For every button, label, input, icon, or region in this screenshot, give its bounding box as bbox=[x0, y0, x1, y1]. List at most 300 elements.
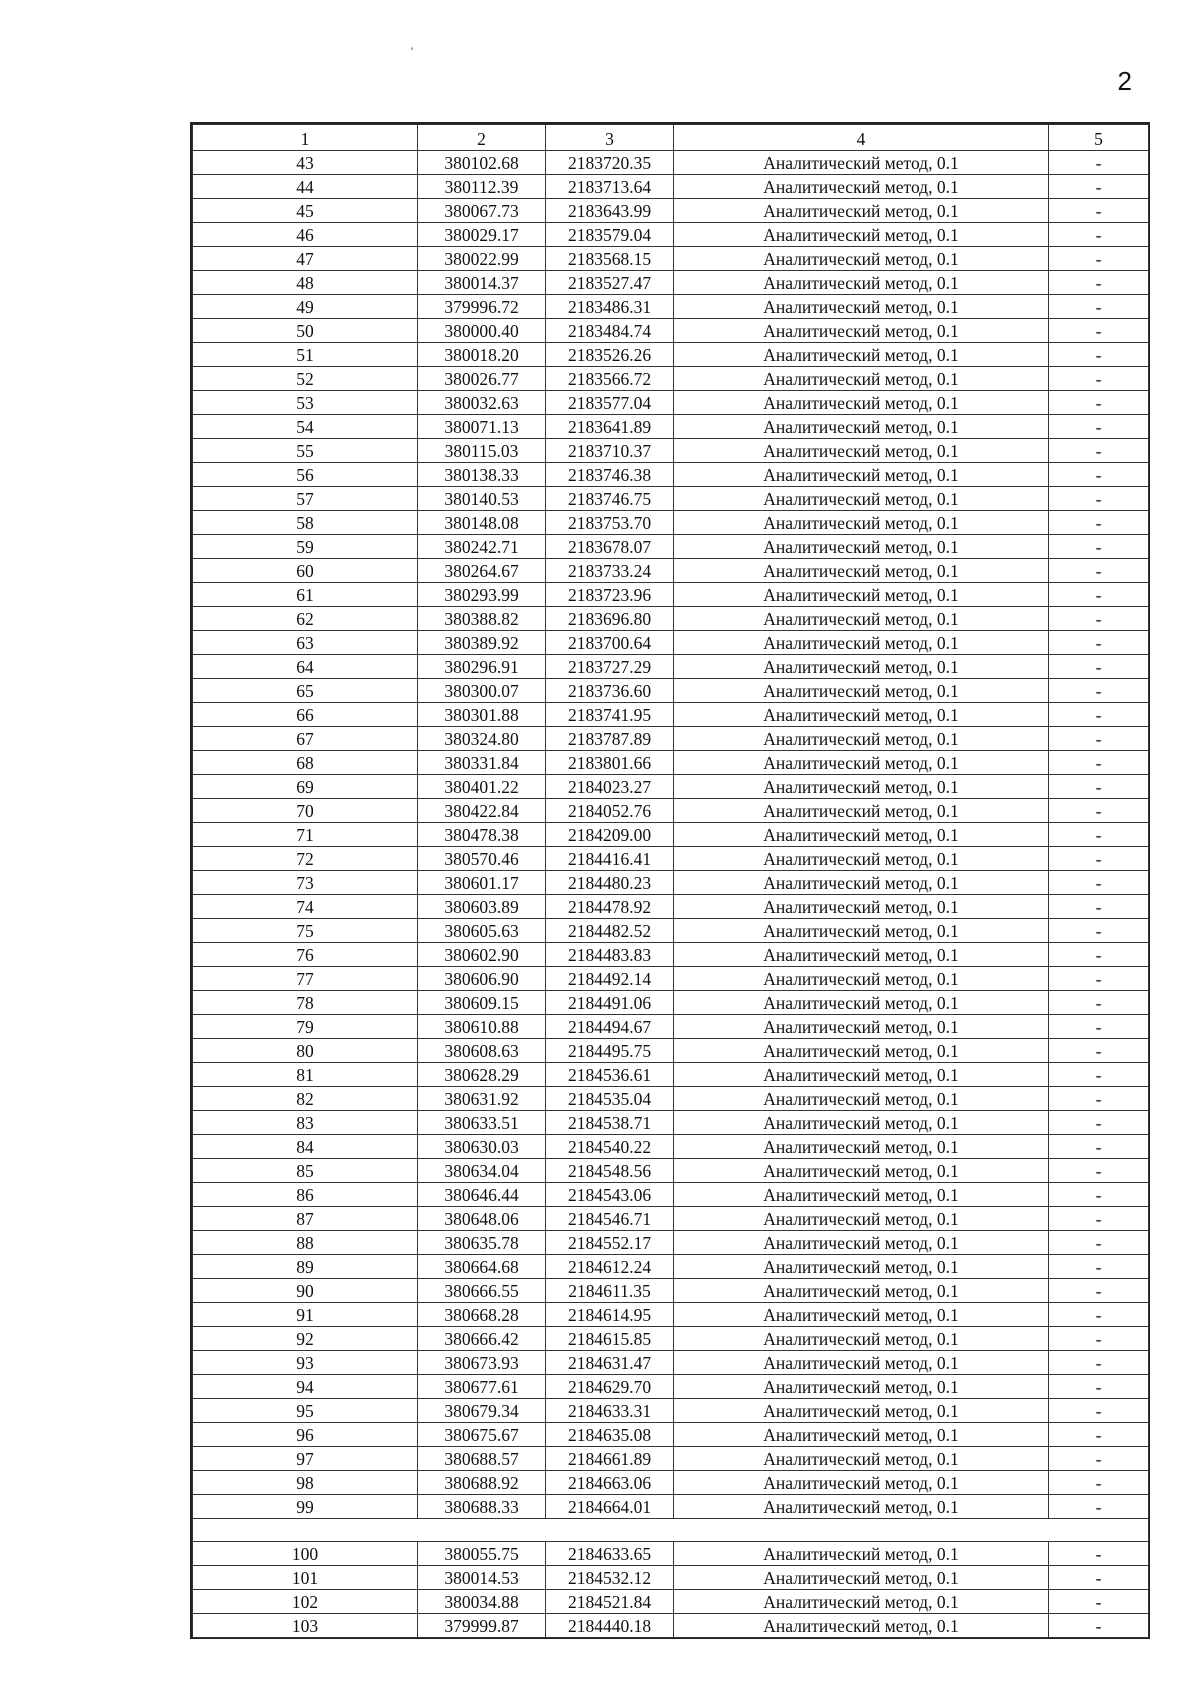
method-cell: Аналитический метод, 0.1 bbox=[674, 439, 1049, 463]
method-cell: Аналитический метод, 0.1 bbox=[674, 367, 1049, 391]
method-cell: Аналитический метод, 0.1 bbox=[674, 1183, 1049, 1207]
note-cell: - bbox=[1049, 1495, 1149, 1519]
point-number-cell: 63 bbox=[193, 631, 418, 655]
table-row bbox=[193, 967, 1149, 991]
method-cell: Аналитический метод, 0.1 bbox=[674, 343, 1049, 367]
note-cell: - bbox=[1049, 943, 1149, 967]
x-coordinate-cell: 380602.90 bbox=[418, 943, 546, 967]
table-row bbox=[193, 1542, 1149, 1566]
note-cell: - bbox=[1049, 1327, 1149, 1351]
point-number-cell: 56 bbox=[193, 463, 418, 487]
x-coordinate-cell: 380389.92 bbox=[418, 631, 546, 655]
x-coordinate-cell: 380646.44 bbox=[418, 1183, 546, 1207]
method-cell: Аналитический метод, 0.1 bbox=[674, 1566, 1049, 1590]
note-cell: - bbox=[1049, 463, 1149, 487]
point-number-cell: 82 bbox=[193, 1087, 418, 1111]
method-cell: Аналитический метод, 0.1 bbox=[674, 295, 1049, 319]
table-row bbox=[193, 727, 1149, 751]
note-cell: - bbox=[1049, 1207, 1149, 1231]
note-cell: - bbox=[1049, 775, 1149, 799]
table-body-continued bbox=[193, 1542, 1149, 1638]
y-coordinate-cell: 2184635.08 bbox=[546, 1423, 674, 1447]
note-cell: - bbox=[1049, 319, 1149, 343]
point-number-cell: 103 bbox=[193, 1614, 418, 1638]
table-row bbox=[193, 1495, 1149, 1519]
method-cell: Аналитический метод, 0.1 bbox=[674, 799, 1049, 823]
x-coordinate-cell: 380675.67 bbox=[418, 1423, 546, 1447]
method-cell: Аналитический метод, 0.1 bbox=[674, 1015, 1049, 1039]
x-coordinate-cell: 380026.77 bbox=[418, 367, 546, 391]
x-coordinate-cell: 380601.17 bbox=[418, 871, 546, 895]
y-coordinate-cell: 2184614.95 bbox=[546, 1303, 674, 1327]
table-row bbox=[193, 775, 1149, 799]
y-coordinate-cell: 2184664.01 bbox=[546, 1495, 674, 1519]
table-row bbox=[193, 1471, 1149, 1495]
y-coordinate-cell: 2184416.41 bbox=[546, 847, 674, 871]
scan-mark: ' bbox=[411, 44, 414, 58]
y-coordinate-cell: 2184480.23 bbox=[546, 871, 674, 895]
table-header-row bbox=[193, 125, 1149, 151]
note-cell: - bbox=[1049, 895, 1149, 919]
point-number-cell: 90 bbox=[193, 1279, 418, 1303]
note-cell: - bbox=[1049, 1423, 1149, 1447]
note-cell: - bbox=[1049, 1039, 1149, 1063]
method-cell: Аналитический метод, 0.1 bbox=[674, 1279, 1049, 1303]
y-coordinate-cell: 2183723.96 bbox=[546, 583, 674, 607]
point-number-cell: 53 bbox=[193, 391, 418, 415]
x-coordinate-cell: 380606.90 bbox=[418, 967, 546, 991]
note-cell: - bbox=[1049, 679, 1149, 703]
table-row bbox=[193, 535, 1149, 559]
table-row bbox=[193, 1207, 1149, 1231]
table-row bbox=[193, 1327, 1149, 1351]
y-coordinate-cell: 2183746.75 bbox=[546, 487, 674, 511]
y-coordinate-cell: 2184615.85 bbox=[546, 1327, 674, 1351]
method-cell: Аналитический метод, 0.1 bbox=[674, 607, 1049, 631]
table-row bbox=[193, 511, 1149, 535]
method-cell: Аналитический метод, 0.1 bbox=[674, 319, 1049, 343]
method-cell: Аналитический метод, 0.1 bbox=[674, 751, 1049, 775]
y-coordinate-cell: 2184023.27 bbox=[546, 775, 674, 799]
gap-row bbox=[193, 1519, 1149, 1542]
y-coordinate-cell: 2184532.12 bbox=[546, 1566, 674, 1590]
x-coordinate-cell: 380301.88 bbox=[418, 703, 546, 727]
y-coordinate-cell: 2184535.04 bbox=[546, 1087, 674, 1111]
point-number-cell: 80 bbox=[193, 1039, 418, 1063]
method-cell: Аналитический метод, 0.1 bbox=[674, 175, 1049, 199]
point-number-cell: 65 bbox=[193, 679, 418, 703]
method-cell: Аналитический метод, 0.1 bbox=[674, 1207, 1049, 1231]
note-cell: - bbox=[1049, 1111, 1149, 1135]
point-number-cell: 81 bbox=[193, 1063, 418, 1087]
table-row bbox=[193, 1231, 1149, 1255]
method-cell: Аналитический метод, 0.1 bbox=[674, 919, 1049, 943]
x-coordinate-cell: 380664.68 bbox=[418, 1255, 546, 1279]
note-cell: - bbox=[1049, 247, 1149, 271]
method-cell: Аналитический метод, 0.1 bbox=[674, 1111, 1049, 1135]
method-cell: Аналитический метод, 0.1 bbox=[674, 1063, 1049, 1087]
table-row bbox=[193, 559, 1149, 583]
method-cell: Аналитический метод, 0.1 bbox=[674, 727, 1049, 751]
point-number-cell: 50 bbox=[193, 319, 418, 343]
note-cell: - bbox=[1049, 511, 1149, 535]
y-coordinate-cell: 2184663.06 bbox=[546, 1471, 674, 1495]
x-coordinate-cell: 380628.29 bbox=[418, 1063, 546, 1087]
note-cell: - bbox=[1049, 799, 1149, 823]
gap-cell bbox=[674, 1519, 1049, 1542]
table-row bbox=[193, 1087, 1149, 1111]
x-coordinate-cell: 380324.80 bbox=[418, 727, 546, 751]
method-cell: Аналитический метод, 0.1 bbox=[674, 1135, 1049, 1159]
note-cell: - bbox=[1049, 607, 1149, 631]
x-coordinate-cell: 380000.40 bbox=[418, 319, 546, 343]
table-row bbox=[193, 415, 1149, 439]
note-cell: - bbox=[1049, 1542, 1149, 1566]
point-number-cell: 46 bbox=[193, 223, 418, 247]
point-number-cell: 89 bbox=[193, 1255, 418, 1279]
y-coordinate-cell: 2184538.71 bbox=[546, 1111, 674, 1135]
x-coordinate-cell: 380679.34 bbox=[418, 1399, 546, 1423]
table-row bbox=[193, 223, 1149, 247]
method-cell: Аналитический метод, 0.1 bbox=[674, 1495, 1049, 1519]
table-row bbox=[193, 751, 1149, 775]
y-coordinate-cell: 2183720.35 bbox=[546, 151, 674, 175]
note-cell: - bbox=[1049, 655, 1149, 679]
y-coordinate-cell: 2183787.89 bbox=[546, 727, 674, 751]
y-coordinate-cell: 2184495.75 bbox=[546, 1039, 674, 1063]
method-cell: Аналитический метод, 0.1 bbox=[674, 511, 1049, 535]
gap-cell bbox=[1049, 1519, 1149, 1542]
coordinates-table bbox=[192, 124, 1149, 1638]
x-coordinate-cell: 380630.03 bbox=[418, 1135, 546, 1159]
note-cell: - bbox=[1049, 1399, 1149, 1423]
table-row bbox=[193, 1399, 1149, 1423]
x-coordinate-cell: 380605.63 bbox=[418, 919, 546, 943]
x-coordinate-cell: 380067.73 bbox=[418, 199, 546, 223]
note-cell: - bbox=[1049, 847, 1149, 871]
note-cell: - bbox=[1049, 1471, 1149, 1495]
gap-cell bbox=[193, 1519, 418, 1542]
method-cell: Аналитический метод, 0.1 bbox=[674, 871, 1049, 895]
x-coordinate-cell: 380112.39 bbox=[418, 175, 546, 199]
method-cell: Аналитический метод, 0.1 bbox=[674, 847, 1049, 871]
table-row bbox=[193, 439, 1149, 463]
note-cell: - bbox=[1049, 1351, 1149, 1375]
note-cell: - bbox=[1049, 871, 1149, 895]
method-cell: Аналитический метод, 0.1 bbox=[674, 991, 1049, 1015]
x-coordinate-cell: 380293.99 bbox=[418, 583, 546, 607]
note-cell: - bbox=[1049, 559, 1149, 583]
x-coordinate-cell: 380242.71 bbox=[418, 535, 546, 559]
table-row bbox=[193, 1447, 1149, 1471]
table-row bbox=[193, 319, 1149, 343]
y-coordinate-cell: 2183526.26 bbox=[546, 343, 674, 367]
method-cell: Аналитический метод, 0.1 bbox=[674, 535, 1049, 559]
table-row bbox=[193, 1590, 1149, 1614]
gap-cell bbox=[546, 1519, 674, 1542]
point-number-cell: 67 bbox=[193, 727, 418, 751]
note-cell: - bbox=[1049, 1614, 1149, 1638]
note-cell: - bbox=[1049, 1447, 1149, 1471]
point-number-cell: 76 bbox=[193, 943, 418, 967]
x-coordinate-cell: 380570.46 bbox=[418, 847, 546, 871]
y-coordinate-cell: 2183568.15 bbox=[546, 247, 674, 271]
table-row bbox=[193, 1303, 1149, 1327]
y-coordinate-cell: 2183727.29 bbox=[546, 655, 674, 679]
x-coordinate-cell: 380635.78 bbox=[418, 1231, 546, 1255]
y-coordinate-cell: 2184548.56 bbox=[546, 1159, 674, 1183]
method-cell: Аналитический метод, 0.1 bbox=[674, 247, 1049, 271]
point-number-cell: 58 bbox=[193, 511, 418, 535]
method-cell: Аналитический метод, 0.1 bbox=[674, 271, 1049, 295]
table-row bbox=[193, 1566, 1149, 1590]
point-number-cell: 74 bbox=[193, 895, 418, 919]
y-coordinate-cell: 2183801.66 bbox=[546, 751, 674, 775]
x-coordinate-cell: 380631.92 bbox=[418, 1087, 546, 1111]
table-row bbox=[193, 247, 1149, 271]
table-row bbox=[193, 1375, 1149, 1399]
table-row bbox=[193, 583, 1149, 607]
method-cell: Аналитический метод, 0.1 bbox=[674, 1375, 1049, 1399]
method-cell: Аналитический метод, 0.1 bbox=[674, 895, 1049, 919]
y-coordinate-cell: 2184478.92 bbox=[546, 895, 674, 919]
table-row bbox=[193, 1063, 1149, 1087]
table-row bbox=[193, 1614, 1149, 1638]
table-gap bbox=[193, 1519, 1149, 1542]
note-cell: - bbox=[1049, 1063, 1149, 1087]
point-number-cell: 47 bbox=[193, 247, 418, 271]
point-number-cell: 45 bbox=[193, 199, 418, 223]
note-cell: - bbox=[1049, 199, 1149, 223]
note-cell: - bbox=[1049, 631, 1149, 655]
note-cell: - bbox=[1049, 391, 1149, 415]
point-number-cell: 48 bbox=[193, 271, 418, 295]
x-coordinate-cell: 380014.37 bbox=[418, 271, 546, 295]
x-coordinate-cell: 380688.92 bbox=[418, 1471, 546, 1495]
point-number-cell: 97 bbox=[193, 1447, 418, 1471]
x-coordinate-cell: 380115.03 bbox=[418, 439, 546, 463]
header-col-3: 3 bbox=[546, 125, 674, 151]
point-number-cell: 95 bbox=[193, 1399, 418, 1423]
method-cell: Аналитический метод, 0.1 bbox=[674, 1423, 1049, 1447]
table-row bbox=[193, 367, 1149, 391]
y-coordinate-cell: 2183753.70 bbox=[546, 511, 674, 535]
table-row bbox=[193, 391, 1149, 415]
note-cell: - bbox=[1049, 703, 1149, 727]
y-coordinate-cell: 2183741.95 bbox=[546, 703, 674, 727]
point-number-cell: 69 bbox=[193, 775, 418, 799]
point-number-cell: 87 bbox=[193, 1207, 418, 1231]
y-coordinate-cell: 2183566.72 bbox=[546, 367, 674, 391]
x-coordinate-cell: 380666.42 bbox=[418, 1327, 546, 1351]
y-coordinate-cell: 2184536.61 bbox=[546, 1063, 674, 1087]
note-cell: - bbox=[1049, 271, 1149, 295]
x-coordinate-cell: 380032.63 bbox=[418, 391, 546, 415]
x-coordinate-cell: 380055.75 bbox=[418, 1542, 546, 1566]
method-cell: Аналитический метод, 0.1 bbox=[674, 967, 1049, 991]
x-coordinate-cell: 380608.63 bbox=[418, 1039, 546, 1063]
point-number-cell: 93 bbox=[193, 1351, 418, 1375]
x-coordinate-cell: 380300.07 bbox=[418, 679, 546, 703]
x-coordinate-cell: 380296.91 bbox=[418, 655, 546, 679]
point-number-cell: 75 bbox=[193, 919, 418, 943]
y-coordinate-cell: 2184494.67 bbox=[546, 1015, 674, 1039]
y-coordinate-cell: 2184209.00 bbox=[546, 823, 674, 847]
method-cell: Аналитический метод, 0.1 bbox=[674, 1231, 1049, 1255]
table-row bbox=[193, 343, 1149, 367]
point-number-cell: 73 bbox=[193, 871, 418, 895]
point-number-cell: 83 bbox=[193, 1111, 418, 1135]
note-cell: - bbox=[1049, 175, 1149, 199]
y-coordinate-cell: 2184482.52 bbox=[546, 919, 674, 943]
point-number-cell: 96 bbox=[193, 1423, 418, 1447]
table-row bbox=[193, 895, 1149, 919]
x-coordinate-cell: 380034.88 bbox=[418, 1590, 546, 1614]
table-row bbox=[193, 943, 1149, 967]
y-coordinate-cell: 2183733.24 bbox=[546, 559, 674, 583]
y-coordinate-cell: 2183577.04 bbox=[546, 391, 674, 415]
y-coordinate-cell: 2184546.71 bbox=[546, 1207, 674, 1231]
table-row bbox=[193, 847, 1149, 871]
y-coordinate-cell: 2183486.31 bbox=[546, 295, 674, 319]
point-number-cell: 70 bbox=[193, 799, 418, 823]
point-number-cell: 88 bbox=[193, 1231, 418, 1255]
table-row bbox=[193, 607, 1149, 631]
y-coordinate-cell: 2183678.07 bbox=[546, 535, 674, 559]
x-coordinate-cell: 380634.04 bbox=[418, 1159, 546, 1183]
y-coordinate-cell: 2183710.37 bbox=[546, 439, 674, 463]
y-coordinate-cell: 2184492.14 bbox=[546, 967, 674, 991]
x-coordinate-cell: 380633.51 bbox=[418, 1111, 546, 1135]
y-coordinate-cell: 2184631.47 bbox=[546, 1351, 674, 1375]
method-cell: Аналитический метод, 0.1 bbox=[674, 1542, 1049, 1566]
table-row bbox=[193, 871, 1149, 895]
point-number-cell: 57 bbox=[193, 487, 418, 511]
method-cell: Аналитический метод, 0.1 bbox=[674, 1039, 1049, 1063]
header-col-4: 4 bbox=[674, 125, 1049, 151]
y-coordinate-cell: 2183579.04 bbox=[546, 223, 674, 247]
note-cell: - bbox=[1049, 1087, 1149, 1111]
point-number-cell: 85 bbox=[193, 1159, 418, 1183]
method-cell: Аналитический метод, 0.1 bbox=[674, 1255, 1049, 1279]
x-coordinate-cell: 380018.20 bbox=[418, 343, 546, 367]
method-cell: Аналитический метод, 0.1 bbox=[674, 1447, 1049, 1471]
header-col-1: 1 bbox=[193, 125, 418, 151]
table-row bbox=[193, 271, 1149, 295]
table-row bbox=[193, 1351, 1149, 1375]
point-number-cell: 77 bbox=[193, 967, 418, 991]
x-coordinate-cell: 380610.88 bbox=[418, 1015, 546, 1039]
y-coordinate-cell: 2183484.74 bbox=[546, 319, 674, 343]
method-cell: Аналитический метод, 0.1 bbox=[674, 223, 1049, 247]
table-row bbox=[193, 295, 1149, 319]
note-cell: - bbox=[1049, 823, 1149, 847]
table-row bbox=[193, 487, 1149, 511]
note-cell: - bbox=[1049, 1590, 1149, 1614]
table-row bbox=[193, 151, 1149, 175]
x-coordinate-cell: 380673.93 bbox=[418, 1351, 546, 1375]
note-cell: - bbox=[1049, 1231, 1149, 1255]
y-coordinate-cell: 2183641.89 bbox=[546, 415, 674, 439]
x-coordinate-cell: 380102.68 bbox=[418, 151, 546, 175]
x-coordinate-cell: 380401.22 bbox=[418, 775, 546, 799]
point-number-cell: 62 bbox=[193, 607, 418, 631]
point-number-cell: 94 bbox=[193, 1375, 418, 1399]
x-coordinate-cell: 380264.67 bbox=[418, 559, 546, 583]
point-number-cell: 61 bbox=[193, 583, 418, 607]
point-number-cell: 59 bbox=[193, 535, 418, 559]
method-cell: Аналитический метод, 0.1 bbox=[674, 151, 1049, 175]
x-coordinate-cell: 380071.13 bbox=[418, 415, 546, 439]
x-coordinate-cell: 380666.55 bbox=[418, 1279, 546, 1303]
table-row bbox=[193, 1111, 1149, 1135]
x-coordinate-cell: 380668.28 bbox=[418, 1303, 546, 1327]
note-cell: - bbox=[1049, 1183, 1149, 1207]
table-row bbox=[193, 1255, 1149, 1279]
note-cell: - bbox=[1049, 967, 1149, 991]
table-row bbox=[193, 655, 1149, 679]
y-coordinate-cell: 2184483.83 bbox=[546, 943, 674, 967]
y-coordinate-cell: 2184521.84 bbox=[546, 1590, 674, 1614]
point-number-cell: 84 bbox=[193, 1135, 418, 1159]
point-number-cell: 102 bbox=[193, 1590, 418, 1614]
method-cell: Аналитический метод, 0.1 bbox=[674, 1159, 1049, 1183]
point-number-cell: 99 bbox=[193, 1495, 418, 1519]
y-coordinate-cell: 2184491.06 bbox=[546, 991, 674, 1015]
y-coordinate-cell: 2183713.64 bbox=[546, 175, 674, 199]
method-cell: Аналитический метод, 0.1 bbox=[674, 1399, 1049, 1423]
point-number-cell: 64 bbox=[193, 655, 418, 679]
point-number-cell: 100 bbox=[193, 1542, 418, 1566]
note-cell: - bbox=[1049, 919, 1149, 943]
x-coordinate-cell: 380422.84 bbox=[418, 799, 546, 823]
method-cell: Аналитический метод, 0.1 bbox=[674, 487, 1049, 511]
method-cell: Аналитический метод, 0.1 bbox=[674, 1351, 1049, 1375]
method-cell: Аналитический метод, 0.1 bbox=[674, 1087, 1049, 1111]
x-coordinate-cell: 380677.61 bbox=[418, 1375, 546, 1399]
y-coordinate-cell: 2183736.60 bbox=[546, 679, 674, 703]
table-row bbox=[193, 463, 1149, 487]
y-coordinate-cell: 2183700.64 bbox=[546, 631, 674, 655]
y-coordinate-cell: 2184552.17 bbox=[546, 1231, 674, 1255]
point-number-cell: 60 bbox=[193, 559, 418, 583]
x-coordinate-cell: 380688.33 bbox=[418, 1495, 546, 1519]
method-cell: Аналитический метод, 0.1 bbox=[674, 943, 1049, 967]
method-cell: Аналитический метод, 0.1 bbox=[674, 703, 1049, 727]
table-row bbox=[193, 199, 1149, 223]
note-cell: - bbox=[1049, 1255, 1149, 1279]
y-coordinate-cell: 2183643.99 bbox=[546, 199, 674, 223]
table-row bbox=[193, 1159, 1149, 1183]
y-coordinate-cell: 2184629.70 bbox=[546, 1375, 674, 1399]
table-row bbox=[193, 1039, 1149, 1063]
table-row bbox=[193, 1183, 1149, 1207]
x-coordinate-cell: 380388.82 bbox=[418, 607, 546, 631]
point-number-cell: 79 bbox=[193, 1015, 418, 1039]
note-cell: - bbox=[1049, 1135, 1149, 1159]
point-number-cell: 72 bbox=[193, 847, 418, 871]
table-row bbox=[193, 703, 1149, 727]
gap-cell bbox=[418, 1519, 546, 1542]
y-coordinate-cell: 2184440.18 bbox=[546, 1614, 674, 1638]
point-number-cell: 43 bbox=[193, 151, 418, 175]
page-number: 2 bbox=[1117, 66, 1132, 96]
x-coordinate-cell: 380014.53 bbox=[418, 1566, 546, 1590]
point-number-cell: 98 bbox=[193, 1471, 418, 1495]
point-number-cell: 71 bbox=[193, 823, 418, 847]
point-number-cell: 68 bbox=[193, 751, 418, 775]
x-coordinate-cell: 380688.57 bbox=[418, 1447, 546, 1471]
